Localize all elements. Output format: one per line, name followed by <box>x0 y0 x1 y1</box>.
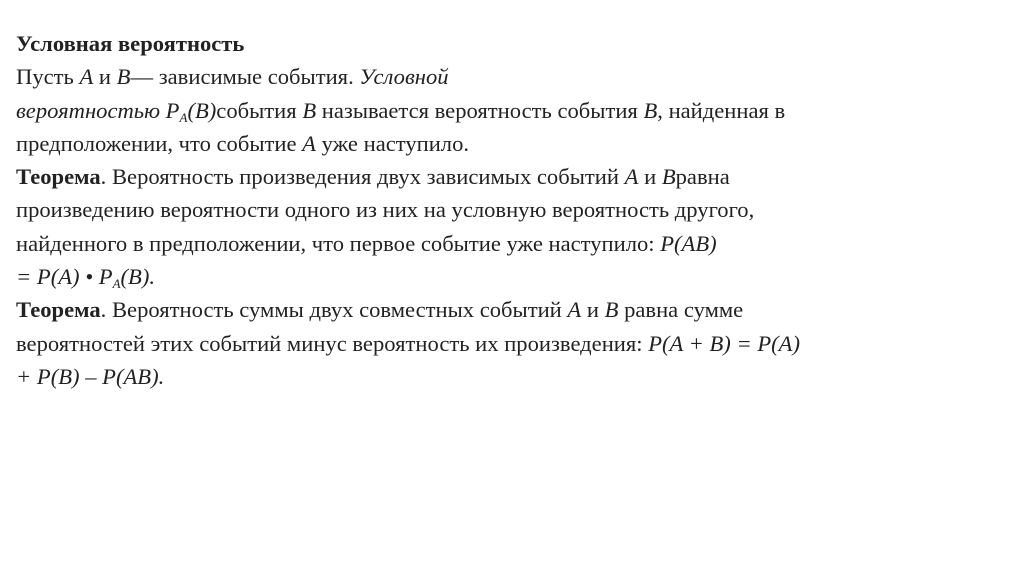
event-a: A <box>624 164 639 190</box>
theorem-text: вероятностей этих событий минус вероятность их произведения: <box>16 330 649 356</box>
def-text: — зависимые события. <box>130 64 360 90</box>
formula-product: P(AB) <box>660 230 717 256</box>
definition-line-3 <box>16 127 1006 160</box>
theorem-text: равна <box>675 164 730 190</box>
theorem-label: Теорема <box>16 164 101 190</box>
theorem1-line-1 <box>16 160 1006 193</box>
term-probability: вероятностью <box>16 97 161 123</box>
event-b: B <box>302 97 317 123</box>
event-a: A <box>567 297 582 323</box>
formula-subscript: A <box>179 109 188 125</box>
theorem-text: и <box>638 164 662 190</box>
event-a: A <box>79 64 94 90</box>
theorem1-line-4 <box>16 260 1006 293</box>
theorem2-line-2 <box>16 327 1006 360</box>
def-text: предположении, что событие <box>16 130 303 156</box>
theorem-text: равна сумме <box>618 297 744 323</box>
formula-product-end: (B). <box>120 264 156 290</box>
def-text: , найденная в <box>657 97 786 123</box>
theorem-text: . Вероятность произведения двух зависимых событий <box>100 164 625 190</box>
term-conditional: Условной <box>359 64 449 90</box>
def-text: уже наступило. <box>315 130 470 156</box>
slide-content <box>16 27 1006 393</box>
definition-line-1 <box>16 60 1006 93</box>
def-text: и <box>93 64 117 90</box>
event-a: A <box>302 130 316 156</box>
formula-p: P <box>165 97 180 123</box>
formula-product-rhs: = P(A) • P <box>16 264 113 290</box>
theorem1-line-2: произведению вероятности одного из них на условную вероятность другого, <box>16 197 755 223</box>
event-b: B <box>604 297 619 323</box>
theorem-text: . Вероятность суммы двух совместных событий <box>100 297 568 323</box>
formula-arg: (B) <box>187 97 217 123</box>
theorem2-line-3: + P(B) – P(AB). <box>16 363 165 389</box>
def-text: события <box>216 97 303 123</box>
event-b: B <box>661 164 676 190</box>
def-text: Пусть <box>16 64 80 90</box>
theorem-text: найденного в предположении, что первое событие уже наступило: <box>16 230 661 256</box>
definition-line-2 <box>16 94 1006 127</box>
theorem-text: и <box>581 297 605 323</box>
formula-subscript: A <box>112 276 121 292</box>
def-text: называется вероятность события <box>316 97 644 123</box>
event-b: B <box>643 97 658 123</box>
theorem-label: Теорема <box>16 297 101 323</box>
theorem1-line-3 <box>16 227 1006 260</box>
event-b: B <box>116 64 131 90</box>
formula-sum: P(A + B) = P(A) <box>648 330 800 356</box>
theorem2-line-1 <box>16 293 1006 326</box>
heading-conditional-probability: Условная вероятность <box>16 31 245 56</box>
